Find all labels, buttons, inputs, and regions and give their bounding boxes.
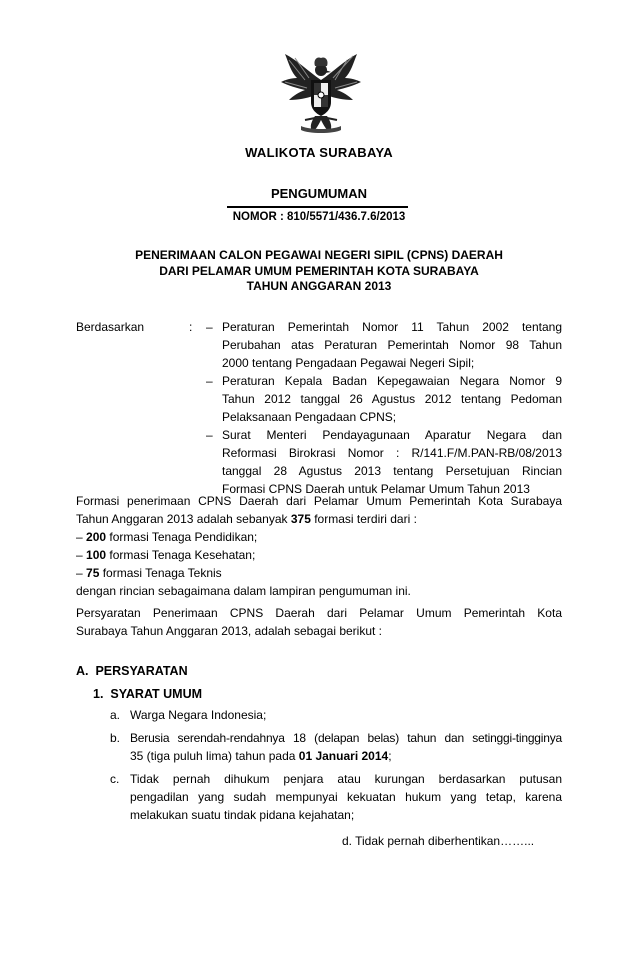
dash-marker: –: [206, 320, 213, 334]
formation-item-text: formasi Tenaga Kesehatan;: [106, 548, 256, 562]
formation-total: 375: [290, 512, 311, 526]
formation-list: [76, 528, 562, 582]
formation-text: Tahun Anggaran 2013 adalah sebanyak: [76, 512, 291, 526]
formation-item: [76, 528, 562, 546]
dash-marker: –: [76, 548, 83, 562]
basis-line: Reformasi Birokrasi Nomor : R/141.F/M.PAN-RB/08/2013: [222, 446, 562, 460]
basis-line: Peraturan Kepala Badan Kepegawaian Negara Nomor 9: [222, 374, 562, 388]
page-continuation-note: d. Tidak pernah diberhentikan……...: [342, 834, 535, 848]
garuda-emblem-icon: [275, 50, 367, 142]
requirements-intro: [76, 604, 562, 640]
requirement-text: ;: [388, 749, 392, 763]
formation-closing: dengan rincian sebagaimana dalam lampiran pengumuman ini.: [76, 584, 411, 598]
general-requirements-list: [110, 706, 562, 829]
basis-line: Formasi CPNS Daerah untuk Pelamar Umum Tahun 2013: [222, 482, 530, 496]
dash-marker: –: [206, 374, 213, 388]
subject-line: TAHUN ANGGARAN 2013: [246, 279, 392, 293]
item-marker: c.: [110, 772, 120, 786]
requirement-item: [110, 770, 562, 824]
requirement-line: [130, 747, 562, 765]
announcement-subject: [0, 248, 638, 295]
basis-list: [200, 318, 562, 498]
requirement-text: 35 (tiga puluh lima) tahun pada: [130, 749, 299, 763]
basis-line: tanggal 28 Agustus 2013 tentang Persetujuan Rincian: [222, 464, 562, 478]
section-heading-1: 1. SYARAT UMUM: [93, 687, 203, 701]
basis-item: [200, 318, 562, 372]
subject-line: DARI PELAMAR UMUM PEMERINTAH KOTA SURABAYA: [159, 263, 479, 278]
subject-line: PENERIMAAN CALON PEGAWAI NEGERI SIPIL (CPNS) DAERAH: [135, 248, 503, 262]
formation-paragraph: [76, 492, 562, 600]
formation-count: 100: [86, 548, 107, 562]
formation-item: [76, 564, 562, 582]
formation-text: formasi terdiri dari :: [310, 512, 417, 526]
announcement-title: PENGUMUMAN: [270, 186, 368, 201]
formation-item-text: formasi Tenaga Pendidikan;: [106, 530, 258, 544]
basis-line: Tahun 2012 tanggal 26 Agustus 2012 tentang Pedoman: [222, 392, 562, 406]
item-marker: a.: [110, 708, 121, 722]
requirement-line: Tidak pernah dihukum penjara atau kurungan berdasarkan putusan: [130, 772, 562, 786]
item-marker: b.: [110, 731, 121, 745]
formation-line: [76, 510, 562, 528]
basis-line: Pelaksanaan Pengadaan CPNS;: [222, 410, 397, 424]
basis-line: 2000 tentang Pengadaan Pegawai Negeri Sipil;: [222, 356, 475, 370]
title-underline: [227, 206, 408, 208]
basis-item: [200, 372, 562, 426]
requirement-line: pengadilan yang sudah mempunyai kekuatan hukum yang tetap, karena: [130, 790, 562, 804]
formation-item: [76, 546, 562, 564]
requirements-line: Surabaya Tahun Anggaran 2013, adalah sebagai berikut :: [76, 624, 383, 638]
basis-line: Perubahan atas Peraturan Pemerintah Nomor 98 Tahun: [222, 338, 562, 352]
formation-count: 200: [86, 530, 107, 544]
agency-name: WALIKOTA SURABAYA: [245, 145, 393, 160]
requirement-line: Berusia serendah-rendahnya 18 (delapan belas) tahun dan setinggi-tingginya: [130, 731, 562, 745]
announcement-number: NOMOR : 810/5571/436.7.6/2013: [232, 211, 406, 223]
dash-marker: –: [76, 566, 83, 580]
requirements-line: Persyaratan Penerimaan CPNS Daerah dari Pelamar Umum Pemerintah Kota: [76, 606, 562, 620]
basis-line: Surat Menteri Pendayagunaan Aparatur Negara dan: [222, 428, 562, 442]
requirement-line: Warga Negara Indonesia;: [130, 708, 267, 722]
section-heading-a: A. PERSYARATAN: [76, 664, 188, 678]
basis-line: Peraturan Pemerintah Nomor 11 Tahun 2002 tentang: [222, 320, 562, 334]
formation-count: 75: [86, 566, 100, 580]
dash-marker: –: [76, 530, 83, 544]
basis-colon: :: [189, 320, 193, 334]
dash-marker: –: [206, 428, 213, 442]
requirement-date: 01 Januari 2014: [298, 749, 389, 763]
basis-label: Berdasarkan: [76, 320, 145, 334]
formation-item-text: formasi Tenaga Teknis: [99, 566, 222, 580]
formation-line: Formasi penerimaan CPNS Daerah dari Pelamar Umum Pemerintah Kota Surabaya: [76, 494, 562, 508]
basis-item: [200, 426, 562, 498]
requirement-item: [110, 729, 562, 765]
requirement-item: [110, 706, 562, 724]
requirement-line: melakukan suatu tindak pidana kejahatan;: [130, 808, 355, 822]
